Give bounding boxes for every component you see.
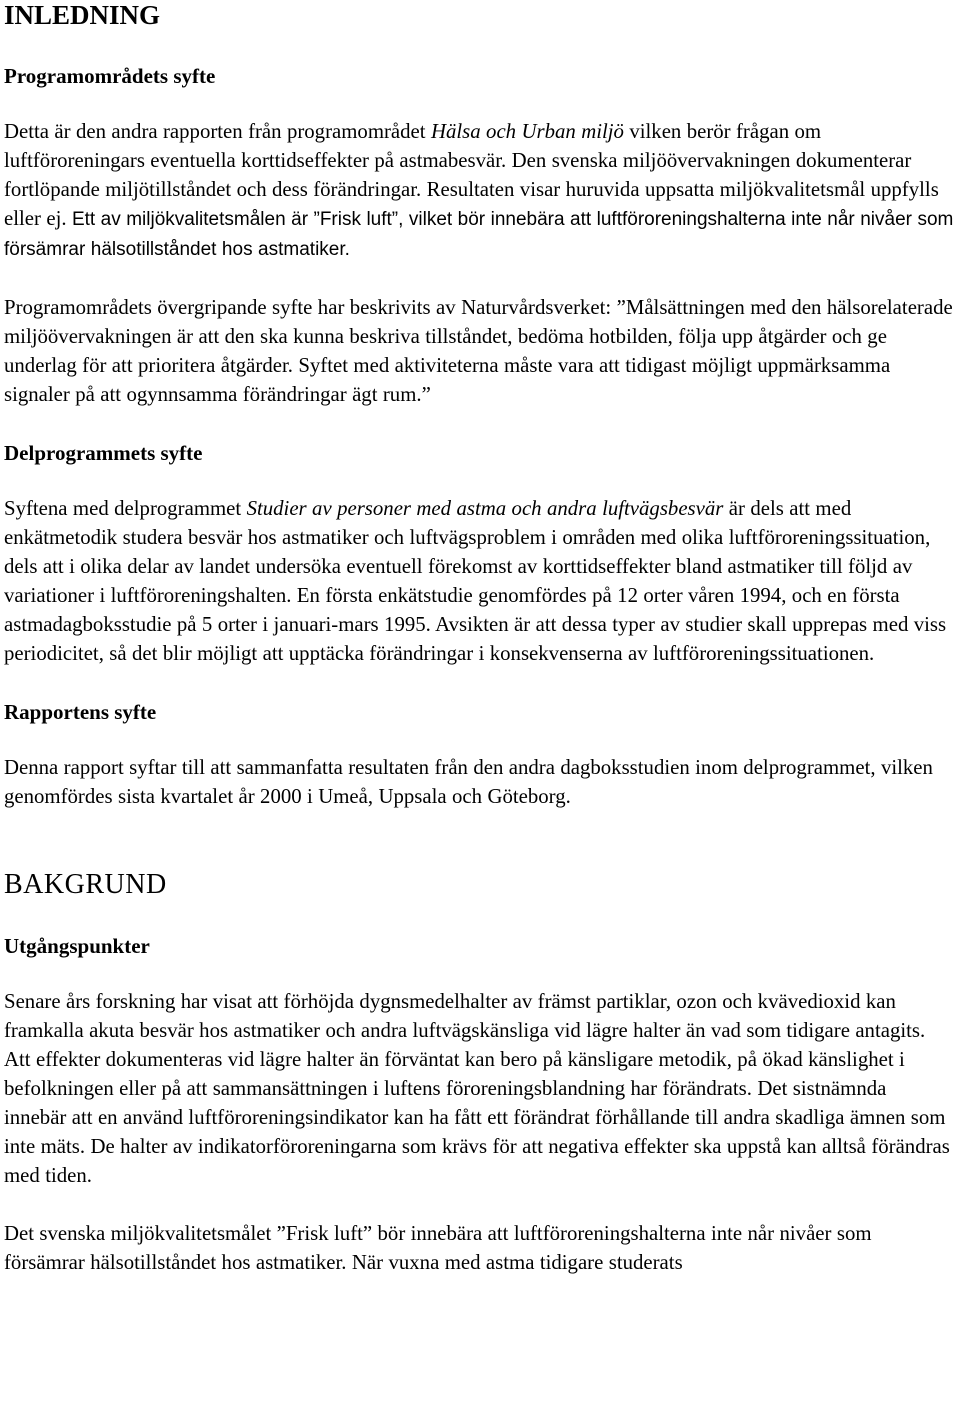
heading-delprogrammets-syfte: Delprogrammets syfte (4, 441, 203, 465)
section-title-inledning: INLEDNING (4, 0, 161, 30)
section-title-bakgrund: BAKGRUND (4, 869, 167, 900)
paragraph-utgangspunkter-1: Senare års forskning har visat att förhöjda dygnsmedelhalter av främst partiklar, ozon och kvävedioxid kan framkalla akuta besvär hos astmatiker och andra luftvägskänsliga vid lägre halter än vad som tidigare antagits. Att effekter dokumenteras vid lägre halter än förväntat kan bero på känsligare metodik, på ökad känslighet i befolkningen eller på att sammansättningen i luftens föroreningsblandning har förändrats. Det sistnämnda innebär att en använd luftföroreningsindikator kan ha fått ett förändrat förhållande till andra skadliga ämnen som inte mäts. De halter av indikatorföroreningarna som krävs för att negativa effekter ska uppstå kan alltså förändras med tiden. (4, 990, 950, 1187)
paragraph-programomradets-syfte-1: Detta är den andra rapporten från programområdet Hälsa och Urban miljö vilken berör frågan om luftföroreningars eventuella korttidseffekter på astmabesvär. Den svenska miljöövervakningen dokumenterar fortlöpande miljötillståndet och dess förändringar. Resultaten visar huruvida uppsatta miljökvalitetsmål uppfylls eller ej. Ett av miljökvalitetsmålen är ”Frisk luft”, vilket bör innebära att luftföroreningshalterna inte når nivåer som försämrar hälsotillståndet hos astmatiker. (4, 120, 954, 260)
paragraph-utgangspunkter-2: Det svenska miljökvalitetsmålet ”Frisk luft” bör innebära att luftföroreningshalterna inte når nivåer som försämrar hälsotillståndet hos astmatiker. När vuxna med astma tidigare studerats (4, 1222, 872, 1274)
heading-programomradets-syfte: Programområdets syfte (4, 64, 216, 88)
heading-utgangspunkter: Utgångspunkter (4, 934, 150, 958)
heading-rapportens-syfte: Rapportens syfte (4, 700, 157, 724)
paragraph-delprogrammets-syfte: Syftena med delprogrammet Studier av personer med astma och andra luftvägsbesvär är dels att med enkätmetodik studera besvär hos astmatiker och luftvägsproblem i områden med olika luftföroreningssituation, dels att i olika delar av landet undersöka eventuell förekomst av korttidseffekter bland astmatiker till följd av variationer i luftföroreningshalten. En första enkätstudie genomfördes på 12 orter våren 1994, och en första astmadagboksstudie på 5 orter i januari-mars 1995. Avsikten är att dessa typer av studier skall upprepas med viss periodicitet, så det blir möjligt att upptäcka förändringar i konsekvenserna av luftföroreningssituationen. (4, 497, 947, 665)
program-name-emphasis: Hälsa och Urban miljö (430, 120, 624, 143)
paragraph-rapportens-syfte: Denna rapport syftar till att sammanfatta resultaten från den andra dagboksstudien inom delprogrammet, vilken genomfördes sista kvartalet år 2000 i Umeå, Uppsala och Göteborg. (4, 756, 933, 808)
paragraph-programomradets-syfte-2: Programområdets övergripande syfte har beskrivits av Naturvårdsverket: ”Målsättningen med den hälsorelaterade miljöövervakningen är att den ska kunna beskriva tillståndet, bedöma hotbilden, följa upp åtgärder och ge underlag för att prioritera åtgärder. Syftet med aktiviteterna måste vara att tidigast möjligt uppmärksamma signaler på att ogynnsamma förändringar ägt rum.” (4, 296, 953, 406)
subprogram-name-emphasis: Studier av personer med astma och andra luftvägsbesvär (246, 497, 724, 520)
